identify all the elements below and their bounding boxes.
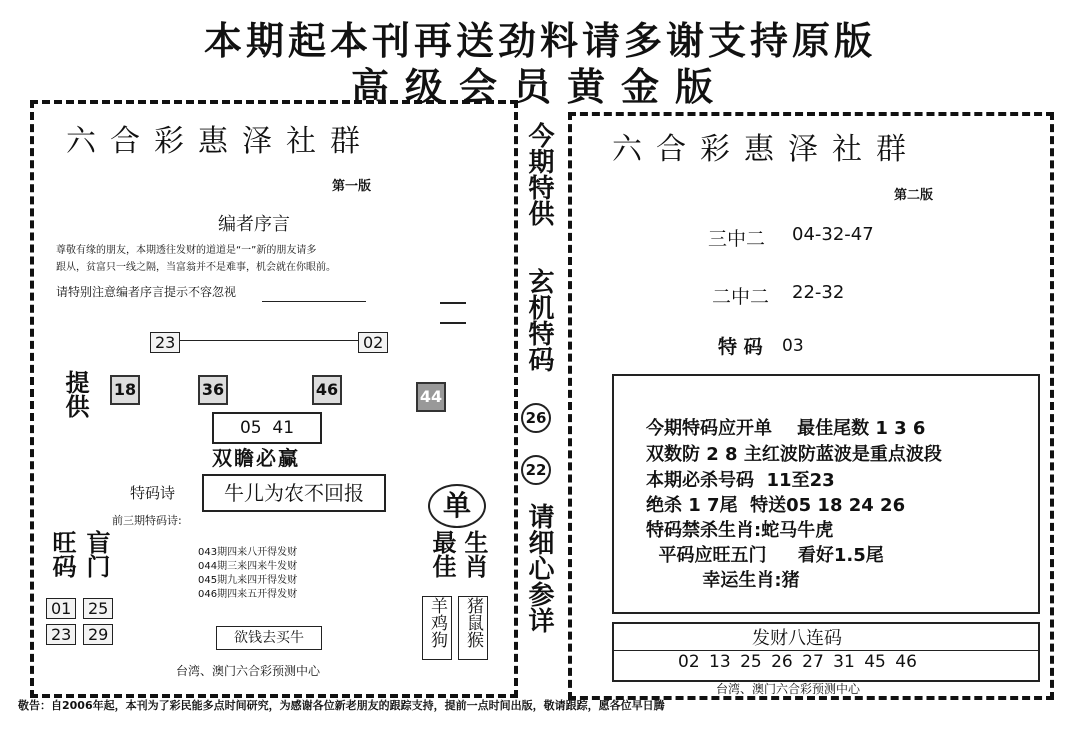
middle-mid-text: 玄机特码 (524, 268, 554, 372)
zodiac-left: 羊鸡狗 (427, 597, 447, 648)
preface-notice: 请特别注意编者序言提示不容忽视 (56, 285, 237, 299)
header-title: 本期起本刊再送劲料请多谢支持原版 (203, 18, 876, 63)
bottom-notice: 敬告：自2006年起，本刊为了彩民能多点时间研究，为感谢各位新老朋友的跟踪支持，提前一点时间出版，敬请跟踪，愿各位早日腾 (18, 699, 665, 712)
dan-badge: 单 (428, 484, 486, 528)
wang-number-4: 29 (83, 624, 113, 645)
prev-poem-2: 044期三来四来牛发财 (198, 561, 298, 572)
san-zhong-er-label: 三中二 (708, 228, 766, 250)
te-ma-label: 特 码 (718, 336, 763, 358)
info-line-4: 绝杀 1 7尾 特送05 18 24 26 (646, 495, 906, 516)
pair-box (212, 412, 322, 444)
wang-label: 旺码 (48, 530, 76, 578)
slogan: 双瞻必赢 (212, 446, 300, 470)
zodiac-right-box (458, 596, 488, 660)
mang-label: 盲门 (82, 530, 110, 578)
te-ma-value: 03 (782, 336, 804, 356)
provide-number-4: 44 (416, 382, 446, 412)
provide-number-3: 46 (312, 375, 342, 405)
left-edition: 第一版 (332, 179, 372, 194)
best-label: 最佳 (428, 530, 456, 578)
er-zhong-er-label: 二中二 (712, 286, 770, 308)
hint-number-a: 23 (150, 332, 180, 353)
prev-poem-1: 043期四来八开得发财 (198, 547, 298, 558)
middle-bottom-text: 请细心参详 (524, 503, 554, 633)
wang-number-2: 25 (83, 598, 113, 619)
poem-label: 特码诗 (130, 484, 176, 502)
lianma-title: 发财八连码 (752, 628, 842, 649)
pair-numbers: 05 41 (239, 418, 295, 438)
shengxiao-label: 生肖 (460, 530, 488, 578)
info-line-5: 特码禁杀生肖:蛇马牛虎 (646, 520, 834, 541)
er-zhong-er-value: 22-32 (792, 282, 845, 303)
wang-number-1: 01 (46, 598, 76, 619)
right-footer: 台湾、澳门六合彩预测中心 (716, 682, 861, 696)
prev-poem-4: 046期四来五开得发财 (198, 589, 298, 600)
info-line-6: 平码应旺五门 看好1.5尾 (646, 545, 884, 566)
wang-number-3: 23 (46, 624, 76, 645)
zodiac-left-box (422, 596, 452, 660)
bracket-bottom (440, 322, 466, 324)
bracket-top (440, 302, 466, 304)
prev-poem-3: 045期九来四开得发财 (198, 575, 298, 586)
san-zhong-er-value: 04-32-47 (792, 224, 874, 245)
lianma-numbers: 02 13 25 26 27 31 45 46 (678, 652, 917, 672)
provide-number-1: 18 (110, 375, 140, 405)
provide-label: 提供 (61, 370, 89, 418)
info-line-7: 幸运生肖:猪 (646, 570, 800, 591)
poem-box (202, 474, 386, 512)
poem-text: 牛儿为农不回报 (224, 481, 364, 505)
info-line-2: 双数防 2 8 主红波防蓝波是重点波段 (646, 444, 942, 465)
prev-poems-label: 前三期特码诗: (112, 514, 182, 527)
middle-circle-2: 22 (521, 455, 551, 485)
hint-line (150, 340, 386, 341)
info-line-1: 今期特码应开单 最佳尾数 1 3 6 (646, 418, 926, 439)
preface-title: 编者序言 (218, 214, 290, 235)
zodiac-right: 猪鼠猴 (463, 597, 483, 648)
money-box (216, 626, 322, 650)
middle-circle-1: 26 (521, 403, 551, 433)
right-brand: 六合彩惠泽社群 (612, 132, 920, 167)
left-brand: 六合彩惠泽社群 (66, 124, 374, 159)
preface-line-2: 跟从，贫富只一线之隔，当富翁并不是难事，机会就在你眼前。 (56, 262, 336, 273)
header-subtitle: 高级会员黄金版 (350, 64, 729, 109)
hint-number-b: 02 (358, 332, 388, 353)
preface-line-1: 尊敬有缘的朋友，本期透往发财的道道是“一”新的朋友请多 (56, 245, 317, 256)
notice-line (262, 301, 366, 302)
provide-number-2: 36 (198, 375, 228, 405)
lianma-divider (612, 650, 1040, 651)
left-footer: 台湾、澳门六合彩预测中心 (176, 664, 321, 678)
info-line-3: 本期必杀号码 11至23 (646, 470, 835, 491)
right-edition: 第二版 (894, 188, 934, 203)
money-text: 欲钱去买牛 (234, 630, 304, 646)
middle-top-text: 今期特供 (524, 122, 554, 226)
